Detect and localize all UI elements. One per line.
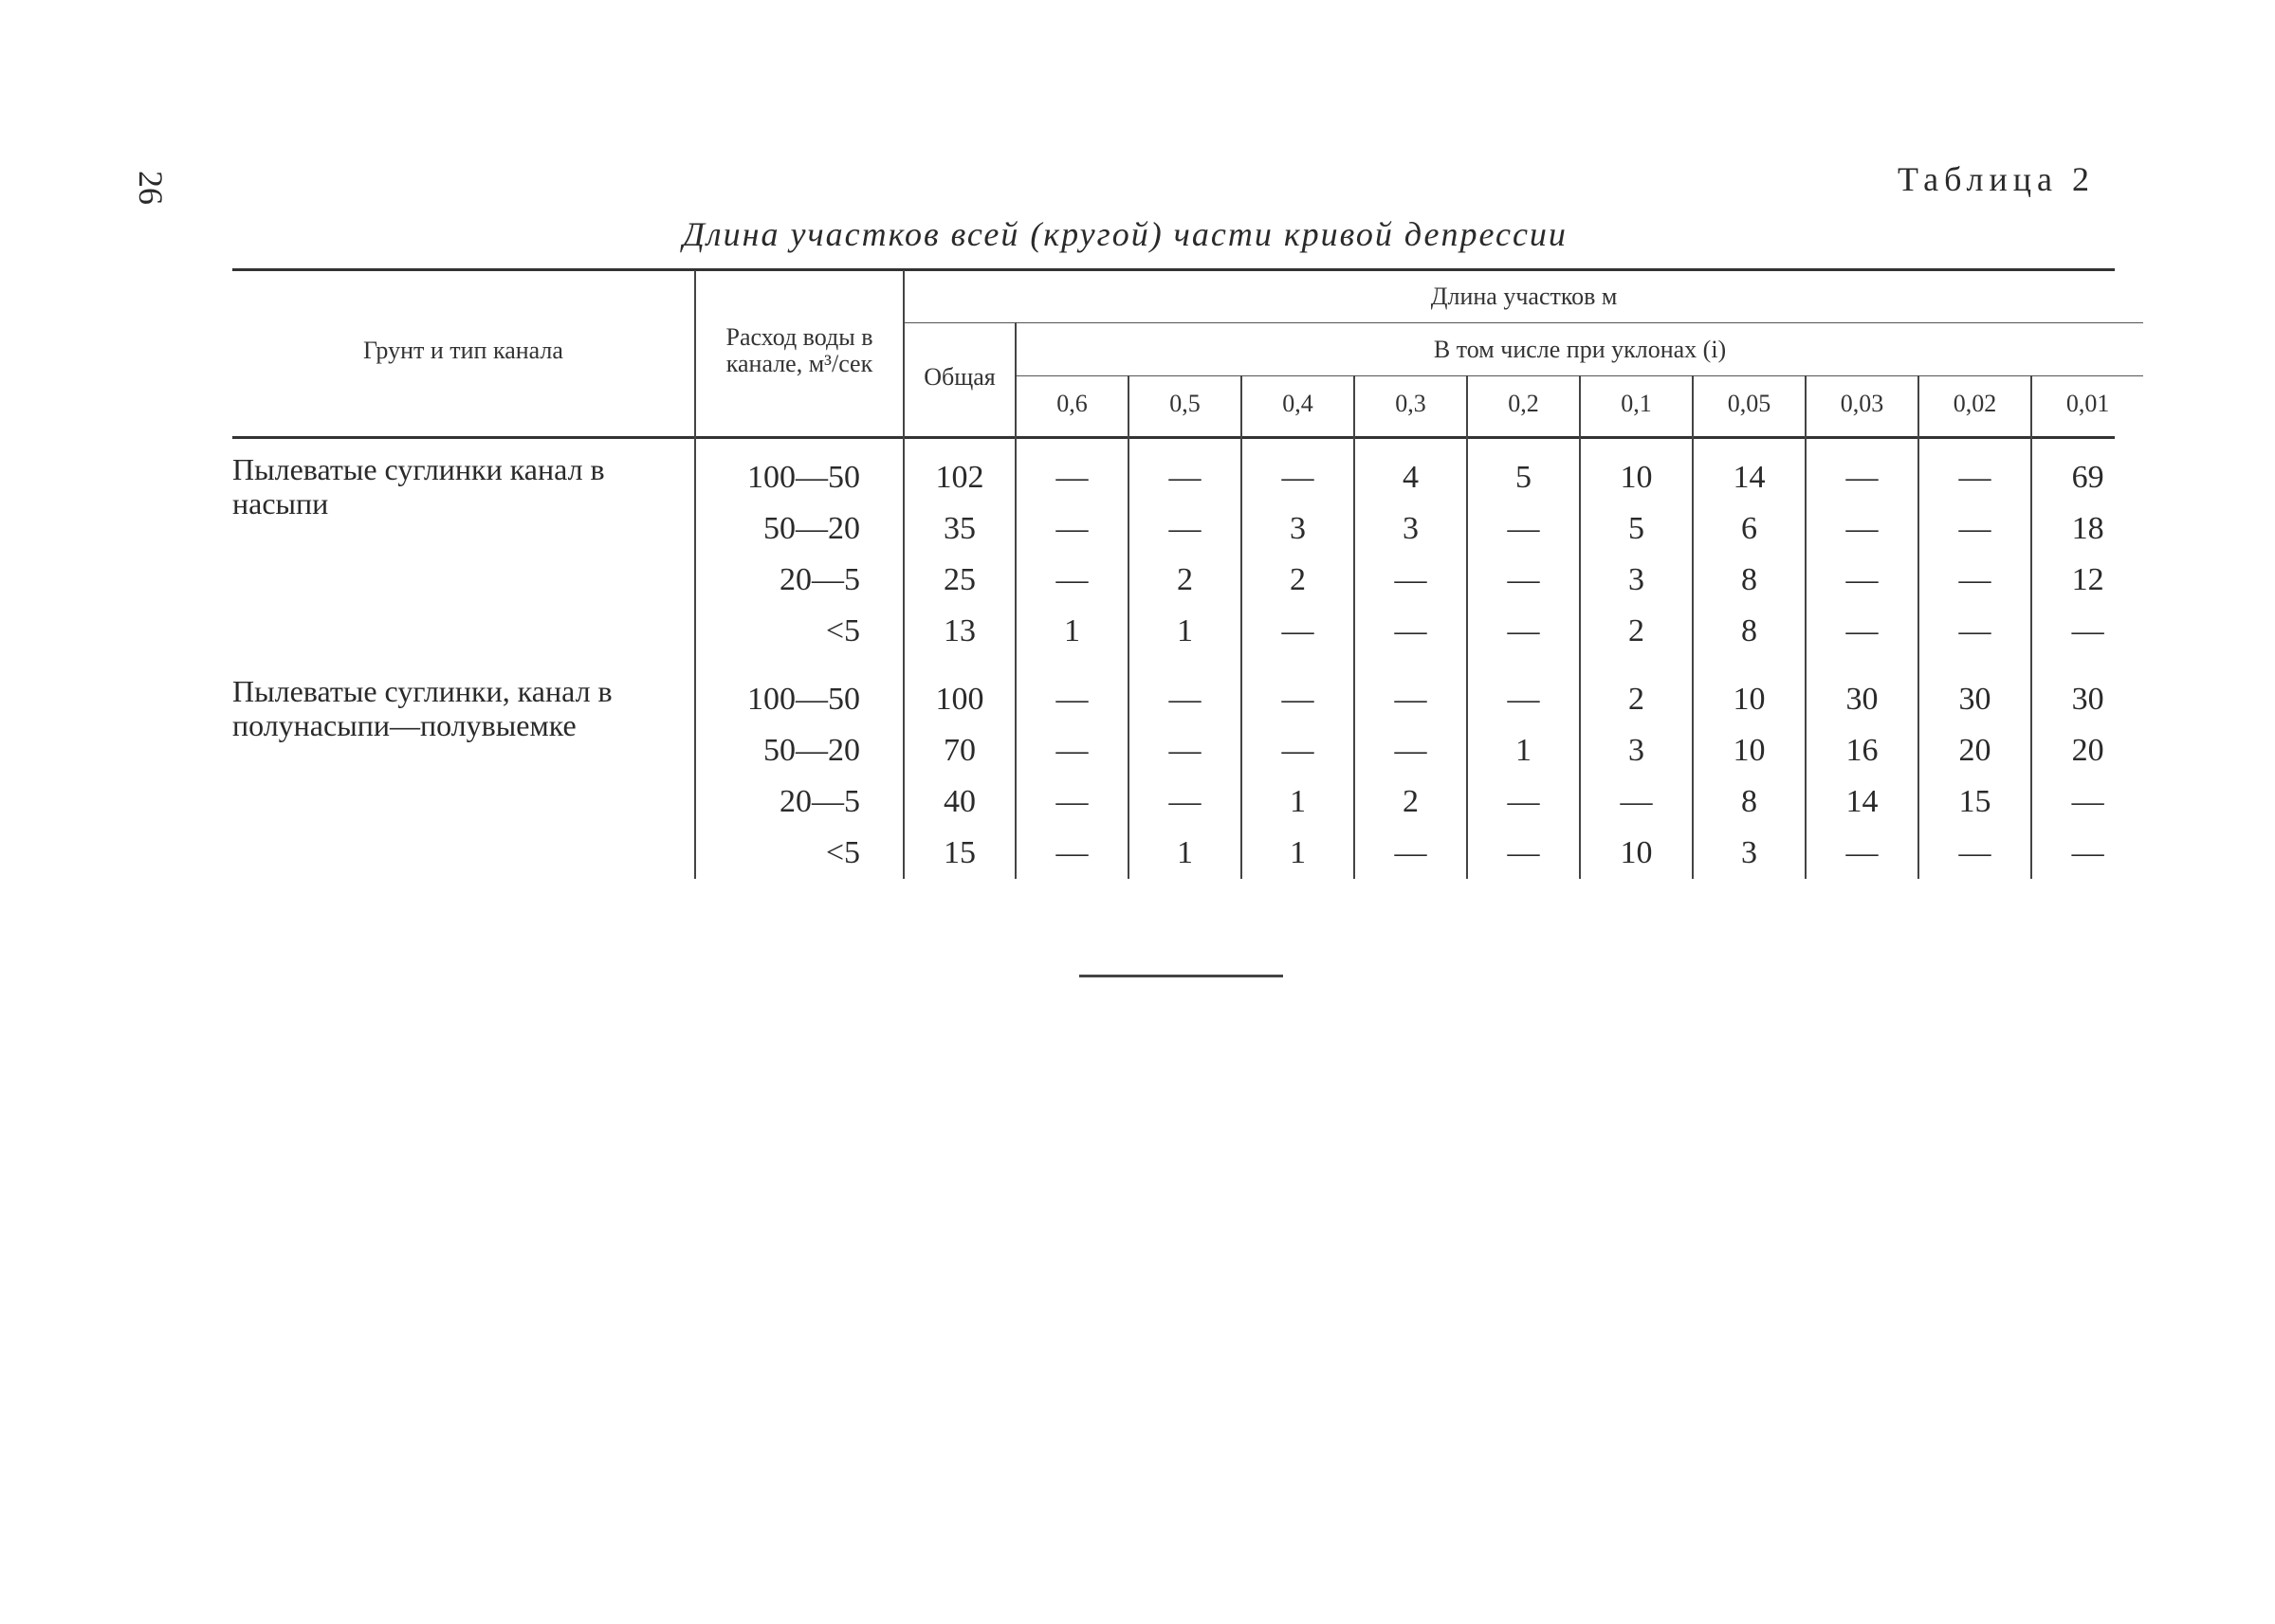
footer-rule [1079, 975, 1283, 977]
value-cell: — [1128, 725, 1241, 776]
soil-type-cell: Пылеватые суглинки, канал в полунасыпи—полувыемке [232, 674, 613, 742]
value-cell: — [1128, 431, 1241, 503]
value-cell: 10 [1693, 725, 1806, 776]
value-cell: — [1016, 776, 1128, 828]
header-slope: 0,03 [1806, 376, 1918, 432]
value-cell: 2 [1354, 776, 1467, 828]
value-cell: 10 [1580, 431, 1693, 503]
value-cell: — [1354, 725, 1467, 776]
flow-cell: 20—5 [695, 555, 904, 606]
value-cell: 20 [1918, 725, 2031, 776]
header-slope: 0,05 [1693, 376, 1806, 432]
value-cell: — [1354, 657, 1467, 725]
total-cell: 100 [904, 657, 1016, 725]
value-cell: 15 [1918, 776, 2031, 828]
page-number: 26 [132, 171, 170, 205]
value-cell: — [1241, 725, 1354, 776]
value-cell: 30 [1806, 657, 1918, 725]
value-cell: 3 [1241, 503, 1354, 555]
value-cell: 2 [1241, 555, 1354, 606]
total-cell: 15 [904, 828, 1016, 879]
value-cell: — [1806, 555, 1918, 606]
table-label: Таблица 2 [1898, 160, 2095, 198]
value-cell: 2 [1128, 555, 1241, 606]
value-cell: — [1467, 828, 1580, 879]
value-cell: 16 [1806, 725, 1918, 776]
header-slope: 0,1 [1580, 376, 1693, 432]
value-cell: — [1016, 725, 1128, 776]
total-cell: 25 [904, 555, 1016, 606]
value-cell: 30 [2031, 657, 2143, 725]
value-cell: 8 [1693, 606, 1806, 657]
value-cell: — [2031, 606, 2143, 657]
header-slope: 0,02 [1918, 376, 2031, 432]
table-row [232, 431, 2143, 503]
flow-cell: 20—5 [695, 776, 904, 828]
value-cell: — [1806, 828, 1918, 879]
table-body [232, 431, 2143, 879]
header-total: Общая [904, 323, 1016, 432]
value-cell: 10 [1580, 828, 1693, 879]
value-cell: 14 [1693, 431, 1806, 503]
value-cell: 3 [1580, 555, 1693, 606]
value-cell: — [1806, 606, 1918, 657]
flow-cell: <5 [695, 828, 904, 879]
value-cell: — [1128, 657, 1241, 725]
header-slope: 0,01 [2031, 376, 2143, 432]
value-cell: — [1016, 431, 1128, 503]
value-cell: 6 [1693, 503, 1806, 555]
flow-cell: 100—50 [695, 657, 904, 725]
value-cell: 1 [1241, 776, 1354, 828]
value-cell: — [1016, 828, 1128, 879]
table-title: Длина участков всей (кругой) части кривой депрессии [683, 215, 1568, 253]
value-cell: 2 [1580, 657, 1693, 725]
value-cell: 3 [1354, 503, 1467, 555]
value-cell: — [1918, 503, 2031, 555]
total-cell: 13 [904, 606, 1016, 657]
header-slope: 0,4 [1241, 376, 1354, 432]
header-soil: Грунт и тип канала [363, 337, 563, 364]
table-row [232, 657, 2143, 725]
value-cell: 8 [1693, 555, 1806, 606]
value-cell: 4 [1354, 431, 1467, 503]
value-cell: 1 [1016, 606, 1128, 657]
value-cell: — [1467, 555, 1580, 606]
header-slope: 0,6 [1016, 376, 1128, 432]
value-cell: 8 [1693, 776, 1806, 828]
value-cell: — [1467, 606, 1580, 657]
total-cell: 102 [904, 431, 1016, 503]
value-cell: — [1354, 828, 1467, 879]
header-slope: 0,2 [1467, 376, 1580, 432]
value-cell: 1 [1128, 828, 1241, 879]
value-cell: 5 [1467, 431, 1580, 503]
value-cell: 12 [2031, 555, 2143, 606]
value-cell: — [2031, 776, 2143, 828]
value-cell: — [1918, 828, 2031, 879]
value-cell: — [1016, 657, 1128, 725]
value-cell: — [1806, 431, 1918, 503]
value-cell: 3 [1693, 828, 1806, 879]
total-cell: 70 [904, 725, 1016, 776]
value-cell: 3 [1580, 725, 1693, 776]
value-cell: — [1128, 503, 1241, 555]
value-cell: — [1806, 503, 1918, 555]
value-cell: — [1128, 776, 1241, 828]
header-flow: Расход воды в канале, м³/сек [695, 270, 904, 431]
value-cell: — [1918, 606, 2031, 657]
value-cell: 20 [2031, 725, 2143, 776]
value-cell: — [1354, 606, 1467, 657]
header-slope: 0,5 [1128, 376, 1241, 432]
value-cell: 1 [1128, 606, 1241, 657]
value-cell: — [1467, 503, 1580, 555]
total-cell: 35 [904, 503, 1016, 555]
flow-cell: <5 [695, 606, 904, 657]
total-cell: 40 [904, 776, 1016, 828]
value-cell: — [2031, 828, 2143, 879]
value-cell: 5 [1580, 503, 1693, 555]
value-cell: — [1918, 431, 2031, 503]
flow-cell: 50—20 [695, 725, 904, 776]
value-cell: 18 [2031, 503, 2143, 555]
value-cell: — [1580, 776, 1693, 828]
flow-cell: 50—20 [695, 503, 904, 555]
value-cell: — [1467, 657, 1580, 725]
data-table [232, 270, 2143, 879]
soil-type-cell: Пылеватые суглинки канал в насыпи [232, 452, 605, 520]
value-cell: — [1016, 503, 1128, 555]
header-length: Длина участков м [904, 270, 2143, 323]
value-cell: — [1354, 555, 1467, 606]
flow-cell: 100—50 [695, 431, 904, 503]
value-cell: 69 [2031, 431, 2143, 503]
value-cell: — [1918, 555, 2031, 606]
value-cell: 14 [1806, 776, 1918, 828]
value-cell: 30 [1918, 657, 2031, 725]
value-cell: 2 [1580, 606, 1693, 657]
value-cell: 1 [1467, 725, 1580, 776]
header-slopes-caption: В том числе при уклонах (i) [1016, 323, 2143, 376]
header-slope: 0,3 [1354, 376, 1467, 432]
value-cell: — [1467, 776, 1580, 828]
value-cell: 10 [1693, 657, 1806, 725]
value-cell: — [1241, 657, 1354, 725]
value-cell: — [1241, 606, 1354, 657]
value-cell: — [1241, 431, 1354, 503]
value-cell: — [1016, 555, 1128, 606]
value-cell: 1 [1241, 828, 1354, 879]
